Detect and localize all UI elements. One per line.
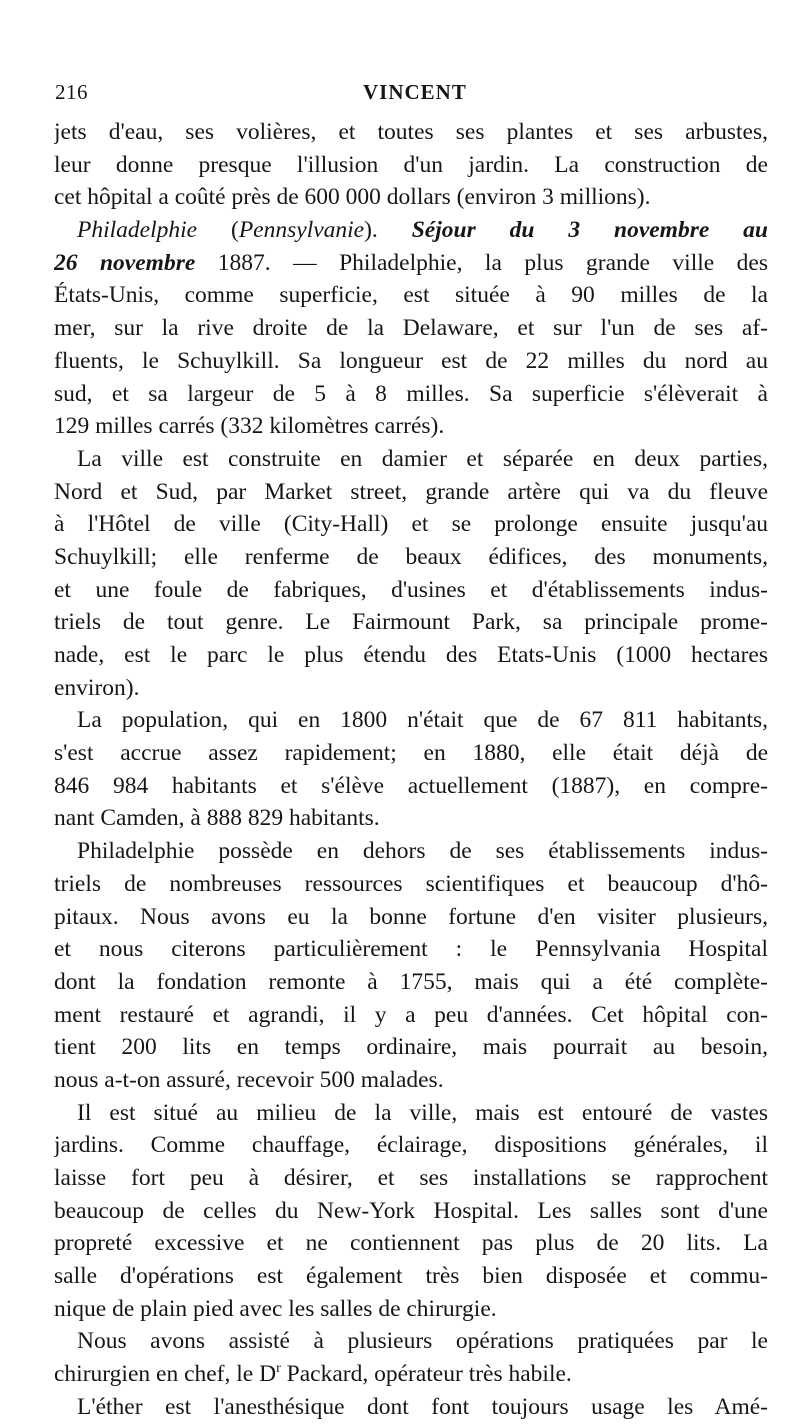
running-head — [55, 80, 767, 110]
running-title: VINCENT — [363, 80, 467, 104]
text-line — [54, 868, 768, 901]
text-segment: sud, et sa largeur de 5 à 8 milles. Sa superficie s'élèverait à — [54, 380, 768, 407]
text-line — [54, 901, 768, 934]
text-line — [54, 933, 768, 966]
text-segment: jardins. Comme chauffage, éclairage, dispositions générales, il — [54, 1132, 768, 1159]
text-segment: leur donne presque l'illusion d'un jardin. La construction de — [54, 151, 768, 178]
text-segment: r — [276, 1360, 281, 1377]
text-segment: tient 200 lits en temps ordinaire, mais pourrait au besoin, — [54, 1034, 768, 1061]
text-segment: La ville est construite en damier et séparée en deux parties, — [77, 445, 768, 472]
text-segment: à l'Hôtel de ville (City-Hall) et se prolonge ensuite jusqu'au — [54, 511, 768, 538]
text-segment: laisse fort peu à désirer, et ses installations se rapprochent — [54, 1165, 768, 1191]
text-line — [54, 802, 768, 835]
text-line — [54, 574, 768, 607]
text-segment: jets d'eau, ses volières, et toutes ses plantes et ses arbustes, — [54, 119, 768, 145]
body-text — [54, 116, 768, 1424]
text-line — [54, 999, 768, 1032]
text-line — [54, 1293, 768, 1326]
text-line — [54, 966, 768, 999]
text-segment: chirurgien en chef, le D — [54, 1361, 277, 1388]
text-segment: et nous citerons particulièrement : le Pennsylvania Hospital — [54, 936, 768, 963]
text-segment: Nord et Sud, par Market street, grande artère qui va du fleuve — [54, 478, 768, 505]
text-segment: cet hôpital a coûté près de 600 000 dollars (environ 3 millions). — [54, 184, 651, 211]
text-segment: nade, est le parc le plus étendu des Etats-Unis (1000 hectares — [54, 642, 768, 668]
text-segment: 1887. — Philadelphie, la plus grande ville des — [195, 249, 768, 276]
text-line — [54, 279, 768, 312]
text-segment: Pennsylvanie — [238, 217, 365, 244]
text-segment: et une foule de fabriques, d'usines et d'établissements indus- — [54, 576, 768, 603]
text-segment: fluents, le Schuylkill. Sa longueur est de 22 milles du nord au — [54, 347, 768, 374]
text-segment: Il est situé au milieu de la ville, mais est entouré de vastes — [77, 1099, 768, 1126]
text-segment: États-Unis, comme superficie, est située à 90 milles de la — [54, 282, 768, 309]
text-line — [54, 410, 768, 443]
text-segment: environ). — [54, 674, 140, 701]
text-line — [54, 1391, 768, 1424]
text-segment: nous a-t-on assuré, recevoir 500 malades. — [54, 1066, 444, 1093]
text-segment: 26 — [54, 249, 100, 276]
text-line — [54, 1195, 768, 1228]
text-segment: Nous avons assisté à plusieurs opérations pratiquées par le — [77, 1328, 768, 1355]
text-line — [54, 1358, 768, 1391]
text-segment: 846 984 habitants et s'élève actuellement (1887), en compre- — [54, 772, 768, 799]
text-segment: ( — [197, 217, 239, 244]
text-line — [54, 1097, 768, 1130]
text-segment: L'éther est l'anesthésique dont font toujours usage les Amé- — [77, 1393, 768, 1420]
text-segment: ment restauré et agrandi, il y a peu d'années. Cet hôpital con- — [54, 1001, 768, 1028]
text-line — [54, 737, 768, 770]
text-line — [54, 606, 768, 639]
text-segment: pitaux. Nous avons eu la bonne fortune d'en visiter plusieurs, — [54, 903, 768, 930]
text-line — [54, 704, 768, 737]
text-segment: nant Camden, à 888 829 habitants. — [54, 805, 380, 832]
text-segment: dont la fondation remonte à 1755, mais qui a été complète- — [54, 968, 768, 995]
text-line — [54, 639, 768, 672]
text-line — [54, 247, 768, 280]
text-line — [54, 541, 768, 574]
text-segment: beaucoup de celles du New-York Hospital. Les salles sont d'une — [54, 1197, 768, 1224]
text-segment: La population, qui en 1800 n'était que de 67 811 habitants, — [77, 707, 768, 734]
text-segment: salle d'opérations est également très bien disposée et commu- — [54, 1263, 768, 1290]
text-line — [54, 116, 768, 149]
text-line — [54, 149, 768, 182]
text-line — [54, 1129, 768, 1162]
text-segment: Packard, opérateur très habile. — [280, 1361, 572, 1388]
text-line — [54, 214, 768, 247]
text-line — [54, 1325, 768, 1358]
text-segment: mer, sur la rive droite de la Delaware, et sur l'un de ses af- — [54, 315, 768, 342]
page-number: 216 — [55, 80, 88, 104]
text-segment: triels de nombreuses ressources scientifiques et beaucoup d'hô- — [54, 870, 768, 897]
text-segment: Schuylkill; elle renferme de beaux édifices, des monuments, — [54, 543, 768, 570]
text-line — [54, 672, 768, 705]
text-line — [54, 378, 768, 411]
text-line — [54, 345, 768, 378]
text-line — [54, 312, 768, 345]
text-segment: 129 milles carrés (332 kilomètres carrés). — [54, 413, 445, 440]
text-line — [54, 835, 768, 868]
text-segment: Séjour du 3 novembre au — [411, 217, 768, 244]
text-segment: propreté excessive et ne contiennent pas plus de 20 lits. La — [54, 1230, 768, 1257]
text-line — [54, 1227, 768, 1260]
text-line — [54, 1064, 768, 1097]
text-segment: ). — [364, 217, 412, 244]
text-segment: Philadelphie possède en dehors de ses établissements indus- — [77, 838, 768, 865]
text-segment: triels de tout genre. Le Fairmount Park, sa principale prome- — [54, 609, 768, 636]
text-line — [54, 1162, 768, 1195]
text-line — [54, 181, 768, 214]
text-segment: novembre — [99, 249, 196, 276]
text-line — [54, 508, 768, 541]
text-line — [54, 770, 768, 803]
text-line — [54, 1031, 768, 1064]
text-line — [54, 443, 768, 476]
text-line — [54, 1260, 768, 1293]
text-line — [54, 476, 768, 509]
text-segment: s'est accrue assez rapidement; en 1880, elle était déjà de — [54, 740, 768, 767]
text-segment: Philadelphie — [77, 217, 198, 244]
text-segment: nique de plain pied avec les salles de chirurgie. — [54, 1295, 497, 1322]
